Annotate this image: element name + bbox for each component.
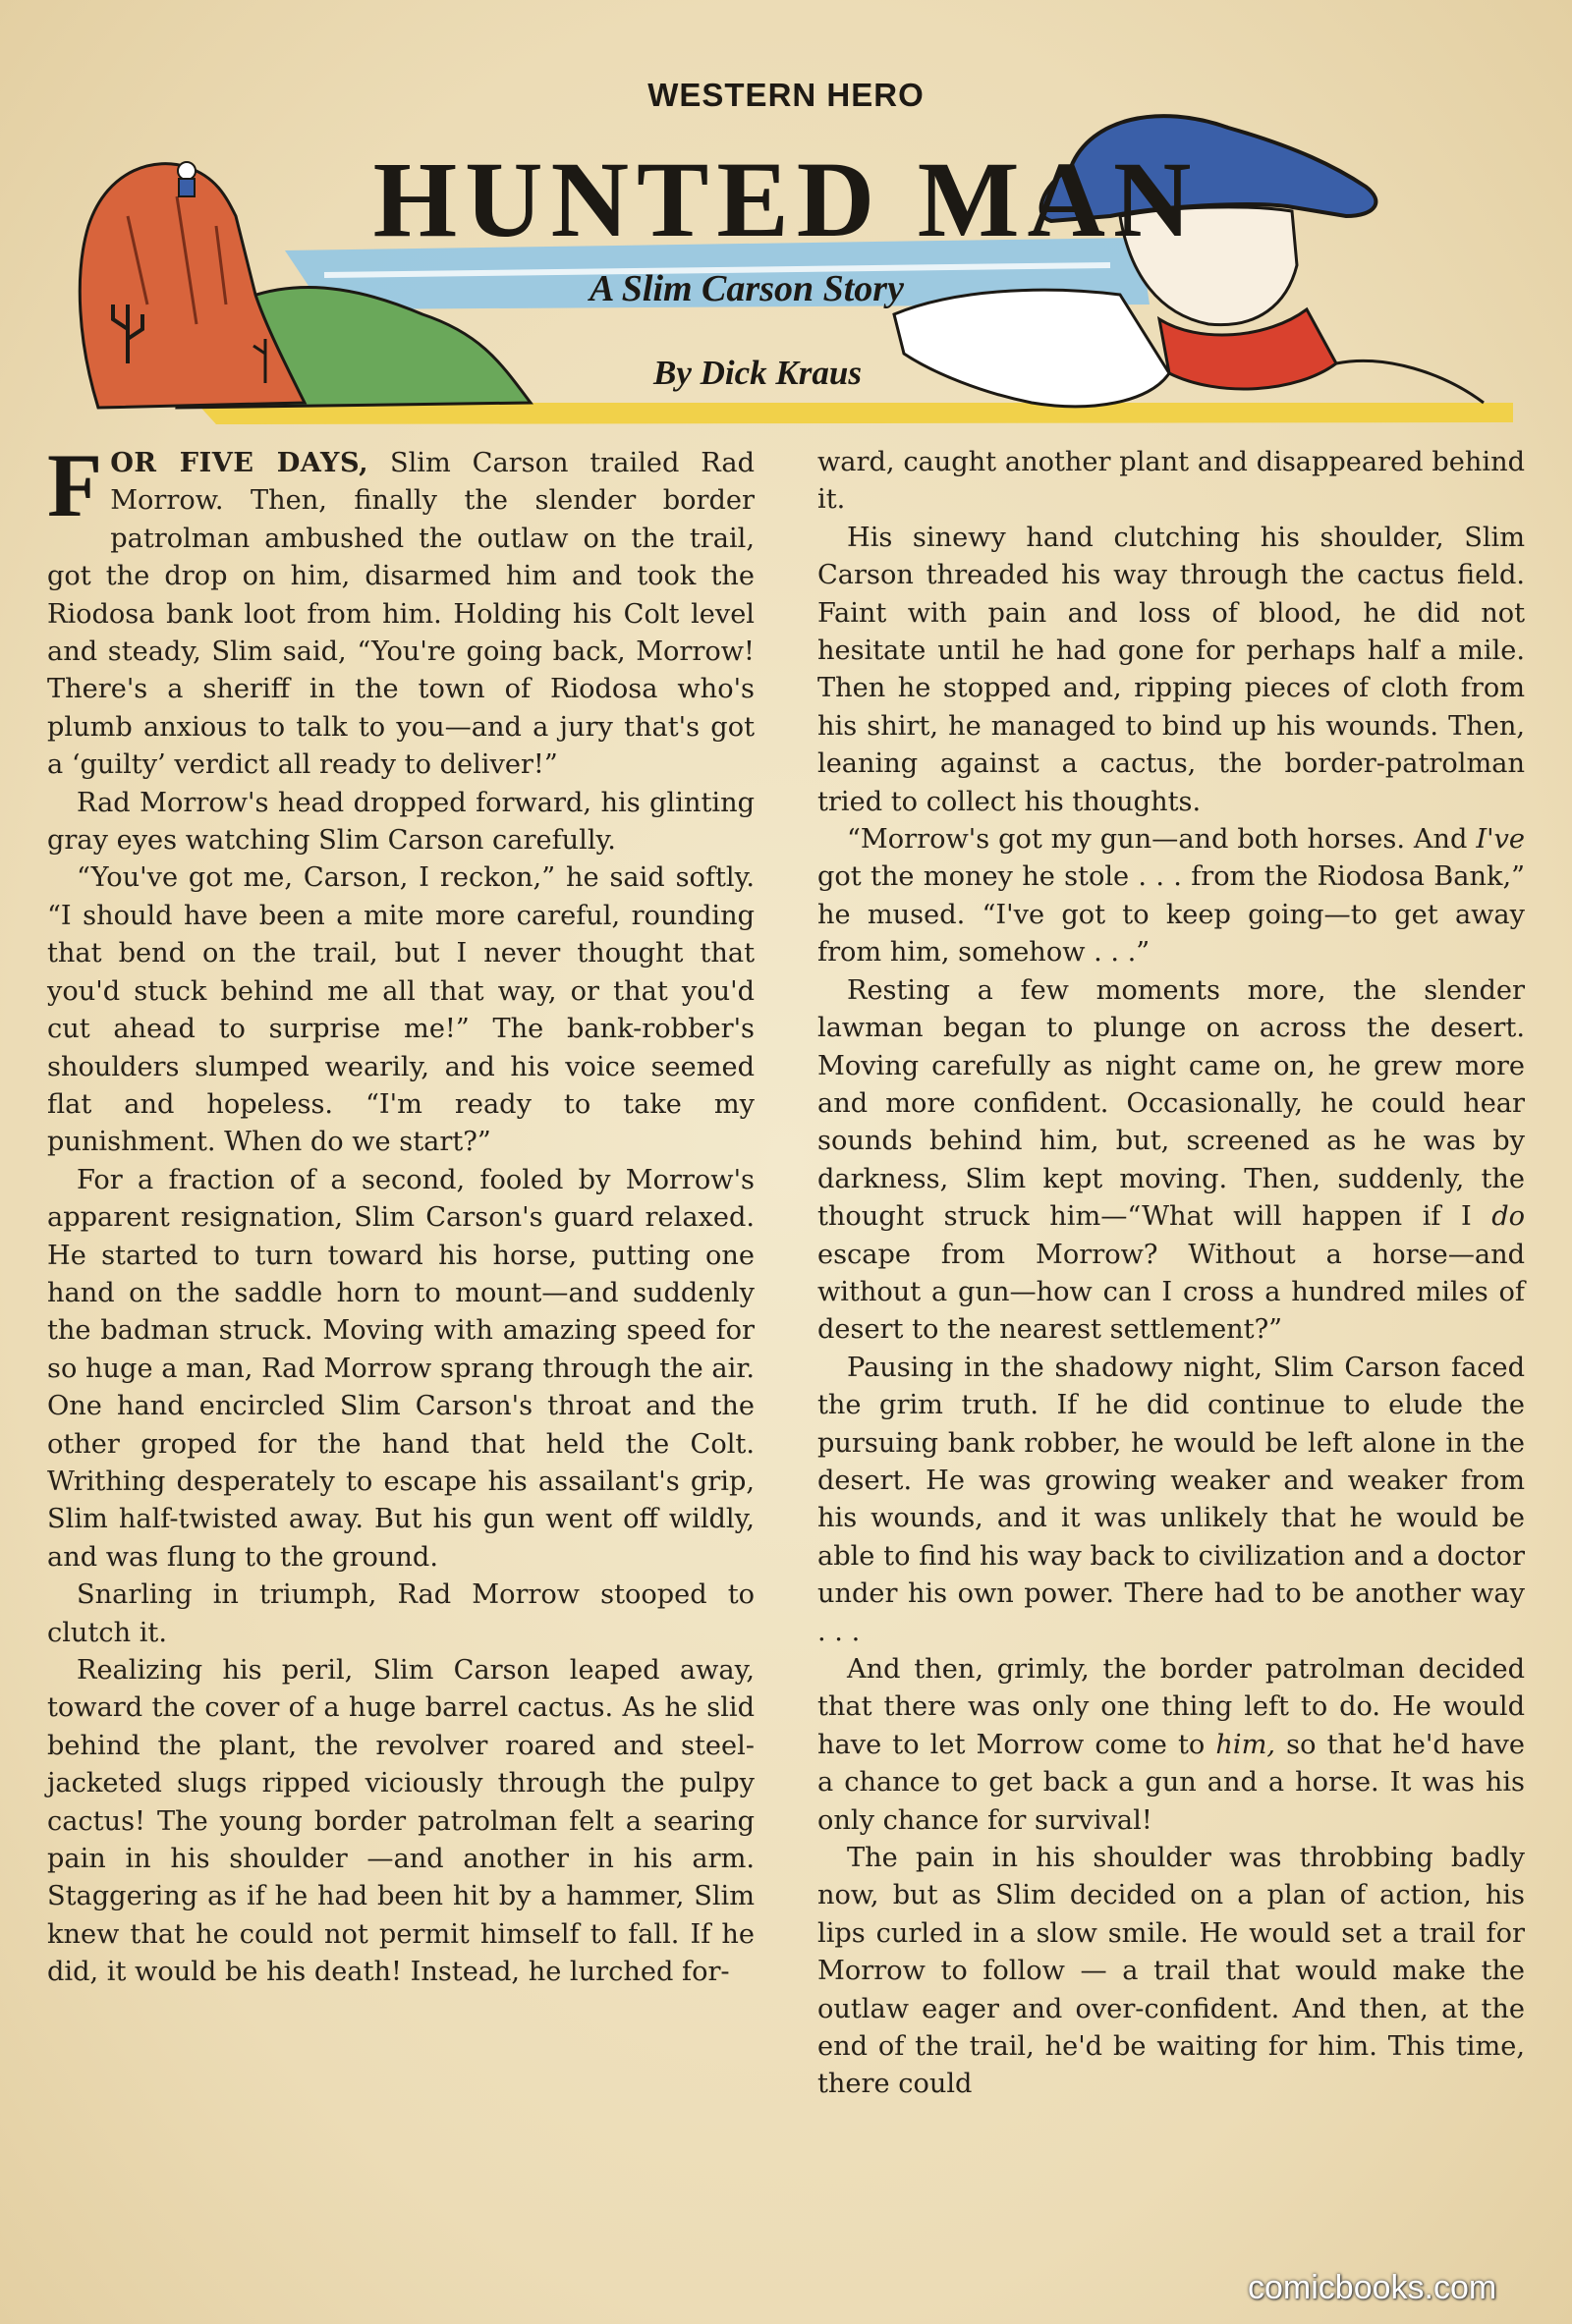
paragraph: His sinewy hand clutching his shoulder, Slim Carson threaded his way through the cactus field. Faint with pain and loss of blood, he did not hesitate until he had gone for perhaps half a mile. Then he stopped and, ripping pieces of cloth from his shirt, he managed to bind up his wounds. Then, leaning against a cactus, the border-patrolman tried to collect his thoughts. — [817, 522, 1525, 817]
paragraph: Pausing in the shadowy night, Slim Carson faced the grim truth. If he did continue to elude the pursuing bank robber, he would be left alone in the desert. He was growing weaker and weaker from his wounds, and it was unlikely that he would be able to find his way back to civilization and a doctor under his own power. There had to be another way . . . — [817, 1352, 1525, 1647]
paragraph: ward, caught another plant and disappeared behind it. — [817, 447, 1525, 516]
paragraph — [817, 821, 1525, 972]
paragraph-text: Resting a few moments more, the slender lawman began to plunge on across the desert. Moving carefully as night came on, he grew more and more confident. Occasionally, he could hear sounds behind him, but, screened as he was by darkness, Slim kept moving. Then, suddenly, the thought struck him—“What will happen if I — [817, 974, 1525, 1233]
watermark: comicbooks.com — [1248, 2269, 1497, 2306]
lead-in: OR FIVE DAYS, — [110, 447, 369, 478]
story-title: HUNTED MAN — [372, 139, 1200, 259]
paragraph-text: escape from Morrow? Without a horse—and without a gun—how can I cross a hundred miles of desert to the nearest settlement?” — [817, 1239, 1525, 1346]
story-column-left — [47, 435, 755, 2202]
paragraph-text: got the money he stole . . . from the Riodosa Bank,” he mused. “I've got to keep going—to get away from him, somehow . . .” — [817, 861, 1525, 968]
paragraph-text: “Morrow's got my gun—and both horses. And — [847, 824, 1477, 856]
paragraph: Snarling in triumph, Rad Morrow stooped to clutch it. — [47, 1579, 755, 1648]
paragraph-text: And then, grimly, the border patrolman decided that there was only one thing left to do. He would have to let Morrow come to — [817, 1654, 1525, 1760]
running-head: WESTERN HERO — [647, 77, 925, 113]
emphasis: do — [1491, 1201, 1525, 1233]
paragraph-text: Slim Carson trailed Rad Morrow. Then, finally the slender border patrolman ambushed the outlaw on the trail, got the drop on him, disarmed him and took the Riodosa bank loot from him. Holding his Colt level and steady, Slim said, “You're going back, Morrow! There's a sheriff in the town of Riodosa who's plumb anxious to talk to you—and a jury that's got a ‘guilty’ verdict all ready to deliver!” — [47, 448, 755, 781]
emphasis: him, — [1215, 1729, 1276, 1760]
paragraph: The pain in his shoulder was throbbing badly now, but as Slim decided on a plan of action, his lips curled in a slow smile. He would set a trail for Morrow to follow — a trail that would make the outlaw eager and over-confident. And then, at the end of the trail, he'd be waiting for him. This time, there could — [817, 1843, 1525, 2100]
paragraph — [817, 1651, 1525, 1840]
cowboy-arm — [894, 290, 1169, 407]
story-subtitle: A Slim Carson Story — [590, 268, 904, 309]
paragraph: Realizing his peril, Slim Carson leaped away, toward the cover of a huge barrel cactus. As he slid behind the plant, the revolver roared and steel-jacketed slugs ripped viciously through the pulpy cactus! The young border patrolman felt a searing pain in his shoulder —and another in his arm. Staggering as if he had been hit by a hammer, Slim knew that he could not permit himself to fall. If he did, it would be his death! Instead, he lurched for- — [47, 1655, 755, 1988]
emphasis: I've — [1476, 824, 1525, 856]
paragraph-text: so that he'd have a chance to get back a gun and a horse. It was his only chance for survival! — [817, 1729, 1526, 1836]
paragraph: Rad Morrow's head dropped forward, his glinting gray eyes watching Slim Carson carefully. — [47, 787, 755, 857]
paragraph — [47, 435, 755, 785]
paragraph: For a fraction of a second, fooled by Morrow's apparent resignation, Slim Carson's guard relaxed. He started to turn toward his horse, putting one hand on the saddle horn to mount—and suddenly the badman struck. Moving with amazing speed for so huge a man, Rad Morrow sprang through the air. One hand encircled Slim Carson's throat and the other groped for the hand that held the Colt. Writhing desperately to escape his assailant's grip, Slim half-twisted away. But his gun went off wildly, and was flung to the ground. — [47, 1164, 755, 1573]
drop-cap: F — [47, 435, 103, 535]
paragraph — [817, 972, 1525, 1350]
paragraph: “You've got me, Carson, I reckon,” he said softly. “I should have been a mite more careful, rounding that bend on the trail, but I never thought that you'd stuck behind me all that way, or that you'd cut ahead to surprise me!” The bank-robber's shoulders slumped wearily, and his voice seemed flat and hopeless. “I'm ready to take my punishment. When do we start?” — [47, 862, 755, 1158]
story-column-right — [817, 444, 1525, 2202]
byline: By Dick Kraus — [653, 354, 862, 392]
